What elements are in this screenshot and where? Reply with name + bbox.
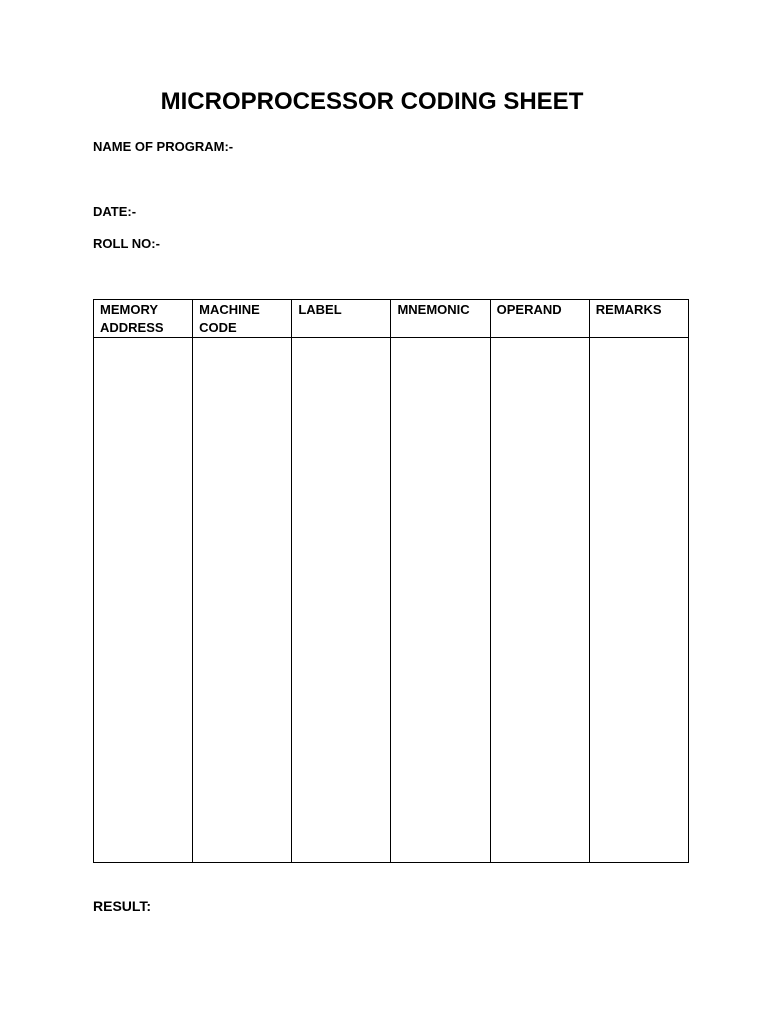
memory-address-cell[interactable] [94, 338, 193, 863]
table-row [94, 338, 689, 863]
column-header-line: OPERAND [496, 302, 562, 317]
column-header-line: CODE [199, 320, 237, 335]
column-header-line: LABEL [298, 302, 342, 317]
column-header-line: ADDRESS [100, 320, 164, 335]
column-header-machine-code [193, 300, 292, 338]
table-header-row [94, 300, 689, 338]
name-of-program-label: NAME OF PROGRAM:- [93, 139, 234, 154]
result-label: RESULT: [93, 898, 152, 914]
remarks-cell[interactable] [589, 338, 688, 863]
label-cell[interactable] [292, 338, 391, 863]
date-label: DATE:- [93, 204, 137, 219]
column-header-operand [490, 300, 589, 338]
coding-table [93, 299, 689, 863]
page-title: MICROPROCESSOR CODING SHEET [160, 88, 584, 115]
column-header-line: MEMORY [100, 302, 159, 317]
machine-code-cell[interactable] [193, 338, 292, 863]
mnemonic-cell[interactable] [391, 338, 490, 863]
operand-cell[interactable] [490, 338, 589, 863]
column-header-memory-address [94, 300, 193, 338]
column-header-mnemonic [391, 300, 490, 338]
column-header-label [292, 300, 391, 338]
column-header-line: REMARKS [595, 302, 662, 317]
column-header-line: MACHINE [199, 302, 260, 317]
column-header-line: MNEMONIC [397, 302, 470, 317]
roll-no-label: ROLL NO:- [93, 236, 160, 251]
column-header-remarks [589, 300, 688, 338]
